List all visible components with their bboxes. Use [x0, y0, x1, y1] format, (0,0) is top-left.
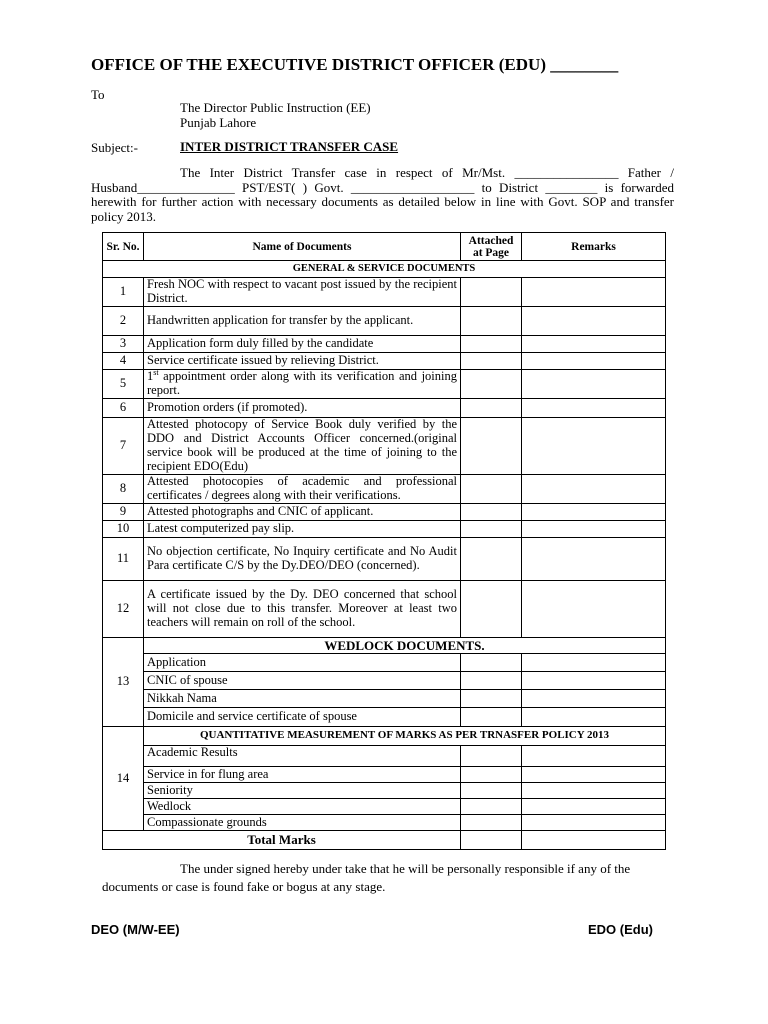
table-row — [103, 353, 666, 370]
undertaking-text: The under signed hereby under take that he will be personally responsible if any of the documents or case is found fake or bogus at any stage. — [102, 861, 631, 894]
attached-cell — [461, 370, 522, 399]
remarks-cell — [522, 521, 666, 538]
document-name: Service certificate issued by relieving District. — [144, 353, 461, 370]
row-number: 9 — [103, 504, 144, 521]
attached-cell — [461, 783, 522, 799]
wedlock-item: Application — [144, 654, 461, 672]
remarks-cell — [522, 708, 666, 727]
remarks-cell — [522, 831, 666, 850]
ordinal-suffix: st — [153, 368, 159, 378]
row-number: 14 — [103, 727, 144, 831]
attached-cell — [461, 654, 522, 672]
table-row — [103, 654, 666, 672]
table-row — [103, 672, 666, 690]
document-name: Handwritten application for transfer by the applicant. — [144, 307, 461, 336]
remarks-cell — [522, 418, 666, 475]
total-marks-label: Total Marks — [103, 831, 461, 850]
remarks-cell — [522, 399, 666, 418]
row-number: 3 — [103, 336, 144, 353]
document-name — [144, 370, 461, 399]
subject-label: Subject:- — [91, 140, 138, 155]
remarks-cell — [522, 783, 666, 799]
attached-cell — [461, 831, 522, 850]
row-number: 6 — [103, 399, 144, 418]
remarks-cell — [522, 581, 666, 638]
remarks-cell — [522, 538, 666, 581]
remarks-cell — [522, 767, 666, 783]
table-row — [103, 815, 666, 831]
table-row — [103, 746, 666, 767]
row-number: 12 — [103, 581, 144, 638]
remarks-cell — [522, 475, 666, 504]
row-number: 5 — [103, 370, 144, 399]
table-row — [103, 307, 666, 336]
remarks-cell — [522, 336, 666, 353]
row-number: 8 — [103, 475, 144, 504]
remarks-cell — [522, 746, 666, 767]
remarks-cell — [522, 654, 666, 672]
quant-item: Seniority — [144, 783, 461, 799]
total-row — [103, 831, 666, 850]
attached-cell — [461, 799, 522, 815]
table-row — [103, 799, 666, 815]
header-remarks: Remarks — [522, 233, 666, 261]
attached-cell — [461, 708, 522, 727]
attached-cell — [461, 538, 522, 581]
attached-cell — [461, 353, 522, 370]
attached-cell — [461, 504, 522, 521]
attached-cell — [461, 581, 522, 638]
attached-cell — [461, 399, 522, 418]
subject-text: INTER DISTRICT TRANSFER CASE — [180, 139, 399, 154]
header-attached-at-page: Attached at Page — [461, 233, 522, 261]
attached-cell — [461, 746, 522, 767]
attached-cell — [461, 278, 522, 307]
document-name: Latest computerized pay slip. — [144, 521, 461, 538]
row-number: 7 — [103, 418, 144, 475]
wedlock-item: Nikkah Nama — [144, 690, 461, 708]
attached-cell — [461, 418, 522, 475]
documents-table — [102, 232, 666, 850]
document-name: Promotion orders (if promoted). — [144, 399, 461, 418]
table-row — [103, 504, 666, 521]
document-name: Application form duly filled by the candidate — [144, 336, 461, 353]
table-row — [103, 336, 666, 353]
table-row — [103, 581, 666, 638]
to-label: To — [91, 87, 105, 102]
table-row — [103, 418, 666, 475]
attached-cell — [461, 475, 522, 504]
table-row — [103, 399, 666, 418]
row-number: 1 — [103, 278, 144, 307]
document-name-text: appointment order along with its verification and joining report. — [147, 369, 457, 397]
recipient-line-1: The Director Public Instruction (EE) — [180, 100, 371, 115]
signature-edo: EDO (Edu) — [588, 922, 653, 937]
recipient-line-2: Punjab Lahore — [180, 115, 257, 130]
row-number: 4 — [103, 353, 144, 370]
table-row — [103, 708, 666, 727]
document-name: Attested photographs and CNIC of applicant. — [144, 504, 461, 521]
document-name: No objection certificate, No Inquiry certificate and No Audit Para certificate C/S by the Dy.DEO/DEO (concerned). — [144, 538, 461, 581]
document-name: Attested photocopies of academic and professional certificates / degrees along with their verifications. — [144, 475, 461, 504]
header-name-of-documents: Name of Documents — [144, 233, 461, 261]
remarks-cell — [522, 370, 666, 399]
attached-cell — [461, 672, 522, 690]
section-row-general — [103, 261, 666, 278]
document-name: Fresh NOC with respect to vacant post issued by the recipient District. — [144, 278, 461, 307]
attached-cell — [461, 336, 522, 353]
wedlock-title-row — [103, 638, 666, 654]
remarks-cell — [522, 307, 666, 336]
attached-cell — [461, 815, 522, 831]
attached-cell — [461, 690, 522, 708]
section-general-title: GENERAL & SERVICE DOCUMENTS — [103, 261, 666, 278]
intro-text: The Inter District Transfer case in respect of Mr/Mst. ________________ Father / Husband_______________ PST/EST( ) Govt. ___________________ to District ________ is forwarded herewith for further action with necessary documents as detailed below in line with Govt. SOP and transfer policy 2013. — [91, 165, 674, 224]
attached-cell — [461, 767, 522, 783]
attached-cell — [461, 307, 522, 336]
wedlock-item: Domicile and service certificate of spouse — [144, 708, 461, 727]
attached-cell — [461, 521, 522, 538]
quant-title-row — [103, 727, 666, 746]
row-number: 10 — [103, 521, 144, 538]
wedlock-title: WEDLOCK DOCUMENTS. — [144, 638, 666, 654]
table-row — [103, 690, 666, 708]
document-name: Attested photocopy of Service Book duly verified by the DDO and District Accounts Officer concerned.(original service book will be produced at the time of joining to the recipient EDO(Edu) — [144, 418, 461, 475]
signature-deo: DEO (M/W-EE) — [91, 922, 180, 937]
table-row — [103, 278, 666, 307]
table-row — [103, 521, 666, 538]
quant-item: Academic Results — [144, 746, 461, 767]
quant-item: Wedlock — [144, 799, 461, 815]
ordinal-number: 1 — [147, 369, 154, 384]
quant-title: QUANTITATIVE MEASUREMENT OF MARKS AS PER TRNASFER POLICY 2013 — [144, 727, 666, 746]
table-row — [103, 538, 666, 581]
table-header-row — [103, 233, 666, 261]
quant-item: Compassionate grounds — [144, 815, 461, 831]
remarks-cell — [522, 815, 666, 831]
wedlock-item: CNIC of spouse — [144, 672, 461, 690]
table-row — [103, 783, 666, 799]
row-number: 13 — [103, 638, 144, 727]
remarks-cell — [522, 504, 666, 521]
remarks-cell — [522, 690, 666, 708]
table-row — [103, 370, 666, 399]
remarks-cell — [522, 672, 666, 690]
row-number: 11 — [103, 538, 144, 581]
remarks-cell — [522, 799, 666, 815]
office-title: OFFICE OF THE EXECUTIVE DISTRICT OFFICER (EDU) ________ — [91, 55, 619, 74]
remarks-cell — [522, 278, 666, 307]
row-number: 2 — [103, 307, 144, 336]
undertaking-paragraph — [102, 860, 666, 896]
table-row — [103, 767, 666, 783]
table-row — [103, 475, 666, 504]
header-sr-no: Sr. No. — [103, 233, 144, 261]
document-name: A certificate issued by the Dy. DEO concerned that school will not close due to this transfer. Moreover at least two teachers will remain on roll of the school. — [144, 581, 461, 638]
intro-paragraph — [91, 166, 674, 224]
quant-item: Service in for flung area — [144, 767, 461, 783]
remarks-cell — [522, 353, 666, 370]
